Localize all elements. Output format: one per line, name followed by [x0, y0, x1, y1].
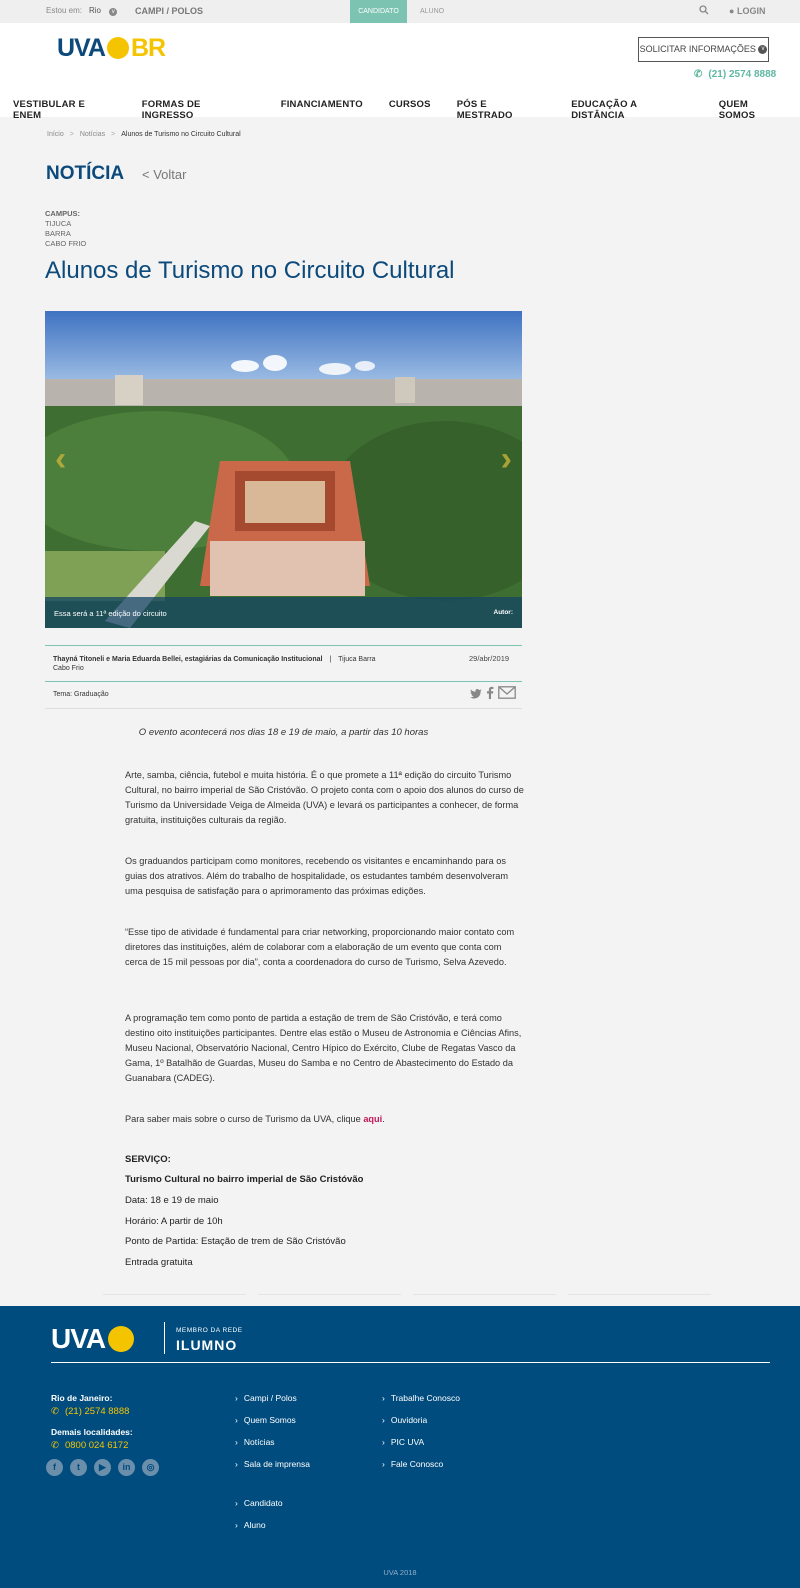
authors-campus2: Cabo Frio	[53, 665, 84, 672]
servico-ponto: Ponto de Partida: Estação de trem de São Cristóvão	[125, 1236, 346, 1247]
footer-link-label: Notícias	[243, 1437, 275, 1447]
uva-logo[interactable]	[57, 35, 165, 61]
footer-link-fale[interactable]	[382, 1459, 443, 1469]
authors-text: Thayná Titoneli e Maria Eduarda Bellei, estagiárias da Comunicação Institucional	[53, 656, 323, 663]
aerial-photo	[45, 311, 522, 628]
campus-item: CABO FRIO	[45, 239, 87, 248]
phone-icon: ✆	[51, 1440, 59, 1451]
chevron-right-icon: ›	[235, 1498, 238, 1508]
campus-label: CAMPUS:	[45, 209, 80, 218]
article-paragraph: Arte, samba, ciência, futebol e muita história. É o que promete a 11ª edição do circuito Turismo Cultural, no bairro imperial de São Cristóvão. O projeto conta com o apoio dos alunos do curso de Turismo da Universidade Veiga de Almeida (UVA) e levará os participantes a conhecer, de forma gratuita, instituições culturais da região.	[125, 770, 524, 825]
campi-link[interactable]: CAMPI / POLOS	[135, 6, 204, 16]
chevron-right-icon: ›	[235, 1393, 238, 1403]
demais-phone-number: 0800 024 6172	[64, 1440, 129, 1451]
email-icon[interactable]	[498, 686, 516, 704]
header-phone-number: (21) 2574 8888	[708, 69, 777, 80]
breadcrumb-noticias[interactable]: Notícias	[79, 131, 106, 138]
chevron-right-icon: ›	[235, 1459, 238, 1469]
city-select[interactable]	[89, 6, 117, 16]
breadcrumb-home[interactable]: Início	[47, 131, 64, 138]
copyright: UVA 2018	[383, 1568, 417, 1577]
aqui-link[interactable]: aqui	[363, 1114, 383, 1124]
p5-end: .	[382, 1114, 385, 1124]
footer-link-label: Ouvidoria	[390, 1415, 428, 1425]
linkedin-icon[interactable]: in	[118, 1459, 135, 1476]
nav-pos-mestrado[interactable]: PÓS E MESTRADO	[456, 99, 513, 121]
nav-formas-ingresso[interactable]: FORMAS DE INGRESSO	[141, 99, 201, 121]
back-link[interactable]: < Voltar	[142, 167, 187, 182]
instagram-icon[interactable]: ◎	[142, 1459, 159, 1476]
footer-logo-divider	[164, 1322, 165, 1354]
footer-link-label: Aluno	[243, 1520, 266, 1530]
servico-subtitle: Turismo Cultural no bairro imperial de São Cristóvão	[125, 1174, 364, 1185]
main-nav	[0, 99, 800, 121]
breadcrumb: Início > Notícias > Alunos de Turismo no Circuito Cultural	[47, 131, 241, 138]
footer-logo-text: UVA	[51, 1323, 106, 1354]
rio-label: Rio de Janeiro:	[51, 1393, 113, 1403]
carousel-next-icon[interactable]: ›	[500, 440, 512, 478]
rio-phone-number: (21) 2574 8888	[64, 1406, 130, 1417]
article-tema: Tema: Graduação	[53, 691, 109, 698]
footer-link-label: Sala de imprensa	[243, 1459, 310, 1469]
facebook-icon[interactable]: f	[46, 1459, 63, 1476]
campus-item: BARRA	[45, 229, 71, 238]
footer-logo-dot	[108, 1326, 134, 1352]
chevron-right-icon: ›	[235, 1437, 238, 1447]
article-paragraph: A programação tem como ponto de partida a estação de trem de São Cristóvão, e terá como destino oito instituições participantes. Dentre elas estão o Museu de Astronomia e Ciências Afins, Museu Nacional, Observatório Nacional, Centro Hípico do Exército, Clube de Regatas Vasco da Gama, 1º Batalhão de Guardas, Museu do Samba e no Centro de Abastecimento do Estado da Guanabara (CADEG).	[125, 1013, 522, 1083]
footer-link-ouvidoria[interactable]	[382, 1415, 427, 1425]
image-caption: Essa será a 11ª edição do circuito	[54, 609, 167, 618]
login-link[interactable]	[729, 6, 765, 16]
top-bar	[0, 0, 800, 23]
chevron-right-icon: ›	[382, 1437, 385, 1447]
article-lead: O evento acontecerá nos dias 18 e 19 de maio, a partir das 10 horas	[138, 727, 429, 738]
article-image-carousel	[45, 311, 522, 628]
solicitar-informacoes-button[interactable]	[638, 37, 769, 62]
footer-link-aluno[interactable]	[235, 1520, 266, 1530]
chevron-right-icon: ›	[235, 1415, 238, 1425]
membro-label: MEMBRO DA REDE	[176, 1327, 243, 1334]
nav-cursos[interactable]: CURSOS	[388, 99, 431, 110]
nav-financiamento[interactable]: FINANCIAMENTO	[280, 99, 363, 110]
footer-link-candidato[interactable]	[235, 1498, 283, 1508]
facebook-icon[interactable]	[486, 686, 494, 704]
footer-link-label: Candidato	[243, 1498, 283, 1508]
nav-ead[interactable]: EDUCAÇÃO A DISTÂNCIA	[571, 99, 637, 121]
nav-vestibular[interactable]: VESTIBULAR E ENEM	[13, 99, 86, 121]
authors-campus: Tijuca Barra	[338, 656, 376, 663]
footer-link-label: PIC UVA	[390, 1437, 425, 1447]
tab-aluno[interactable]: ALUNO	[420, 8, 445, 15]
search-icon[interactable]	[699, 5, 709, 17]
section-heading: NOTÍCIA	[46, 163, 125, 184]
logo-uva-text: UVA	[57, 33, 105, 62]
chevron-right-icon: ›	[382, 1459, 385, 1469]
breadcrumb-current: Alunos de Turismo no Circuito Cultural	[121, 131, 241, 138]
caption-bar	[45, 597, 522, 628]
footer-link-label: Quem Somos	[243, 1415, 296, 1425]
servico-horario: Horário: A partir de 10h	[125, 1216, 223, 1227]
chevron-down-icon: v	[758, 45, 767, 54]
footer-link-pic[interactable]	[382, 1437, 424, 1447]
demais-phone[interactable]	[51, 1440, 128, 1451]
rio-phone[interactable]	[51, 1406, 129, 1417]
footer-divider	[51, 1362, 770, 1363]
solicitar-label: SOLICITAR INFORMAÇÕES	[639, 44, 756, 54]
footer-link-quem-somos[interactable]	[235, 1415, 296, 1425]
chevron-right-icon: ›	[382, 1393, 385, 1403]
divider	[568, 1294, 711, 1295]
footer-link-campi[interactable]	[235, 1393, 297, 1403]
article-title: Alunos de Turismo no Circuito Cultural	[45, 257, 455, 284]
login-label: LOGIN	[736, 6, 766, 16]
campus-list	[45, 209, 86, 249]
footer-logo[interactable]	[51, 1323, 134, 1355]
divider	[45, 645, 522, 646]
chevron-right-icon: ›	[382, 1415, 385, 1425]
servico-title: SERVIÇO:	[125, 1154, 171, 1165]
twitter-icon[interactable]: t	[70, 1459, 87, 1476]
divider	[45, 708, 522, 709]
phone-icon: ✆	[51, 1406, 59, 1417]
servico-data: Data: 18 e 19 de maio	[125, 1195, 219, 1206]
phone-icon: ✆	[694, 69, 703, 80]
footer	[0, 1306, 800, 1588]
campus-item: TIJUCA	[45, 219, 72, 228]
tab-candidato[interactable]: CANDIDATO	[350, 0, 407, 23]
nav-quem-somos[interactable]: QUEM SOMOS	[718, 99, 756, 121]
footer-link-sala-imprensa[interactable]	[235, 1459, 310, 1469]
user-icon: ●	[729, 6, 735, 16]
footer-link-label: Trabalhe Conosco	[390, 1393, 460, 1403]
share-icons	[470, 686, 516, 704]
authors-separator: |	[329, 656, 332, 663]
divider	[45, 681, 522, 682]
article-date: 29/abr/2019	[469, 654, 510, 663]
article-paragraph: “Esse tipo de atividade é fundamental para criar networking, proporcionando maior contato com diretores das instituições, além de colaborar com a elaboração de um evento que conta com cerca de 15 mil pessoas por dia”, conta a coordenadora do curso de Turismo, Selva Azevedo.	[125, 927, 515, 967]
article-paragraph	[125, 1112, 525, 1127]
twitter-icon[interactable]	[470, 686, 482, 704]
logo-dot	[107, 37, 129, 59]
chevron-right-icon: ›	[235, 1520, 238, 1530]
p5-text: Para saber mais sobre o curso de Turismo da UVA, clique	[125, 1114, 364, 1124]
location-label: Estou em:	[46, 6, 83, 15]
image-author: Autor:	[493, 609, 513, 616]
divider	[413, 1294, 556, 1295]
header	[0, 23, 800, 121]
footer-link-label: Campi / Polos	[243, 1393, 297, 1403]
servico-entrada: Entrada gratuita	[125, 1257, 193, 1268]
footer-link-label: Fale Conosco	[390, 1459, 444, 1469]
divider	[258, 1294, 401, 1295]
divider	[103, 1294, 246, 1295]
header-phone[interactable]	[694, 69, 776, 80]
footer-link-trabalhe[interactable]	[382, 1393, 460, 1403]
youtube-icon[interactable]: ▶	[94, 1459, 111, 1476]
demais-label: Demais localidades:	[51, 1427, 133, 1437]
logo-br-text: BR	[130, 33, 166, 62]
article-authors	[53, 655, 413, 673]
chevron-down-icon: v	[109, 8, 117, 16]
ilumno-logo[interactable]: ILUMNO	[176, 1337, 238, 1353]
footer-link-noticias[interactable]	[235, 1437, 275, 1447]
carousel-prev-icon[interactable]: ‹	[55, 440, 67, 478]
city-value: Rio	[89, 6, 102, 15]
article-paragraph: Os graduandos participam como monitores, recebendo os visitantes e encaminhando para os guias dos atrativos. Além do trabalho de hospitalidade, os estudantes também desenvolveram uma pesquisa de satisfação para o aprimoramento das próximas edições.	[125, 856, 509, 896]
